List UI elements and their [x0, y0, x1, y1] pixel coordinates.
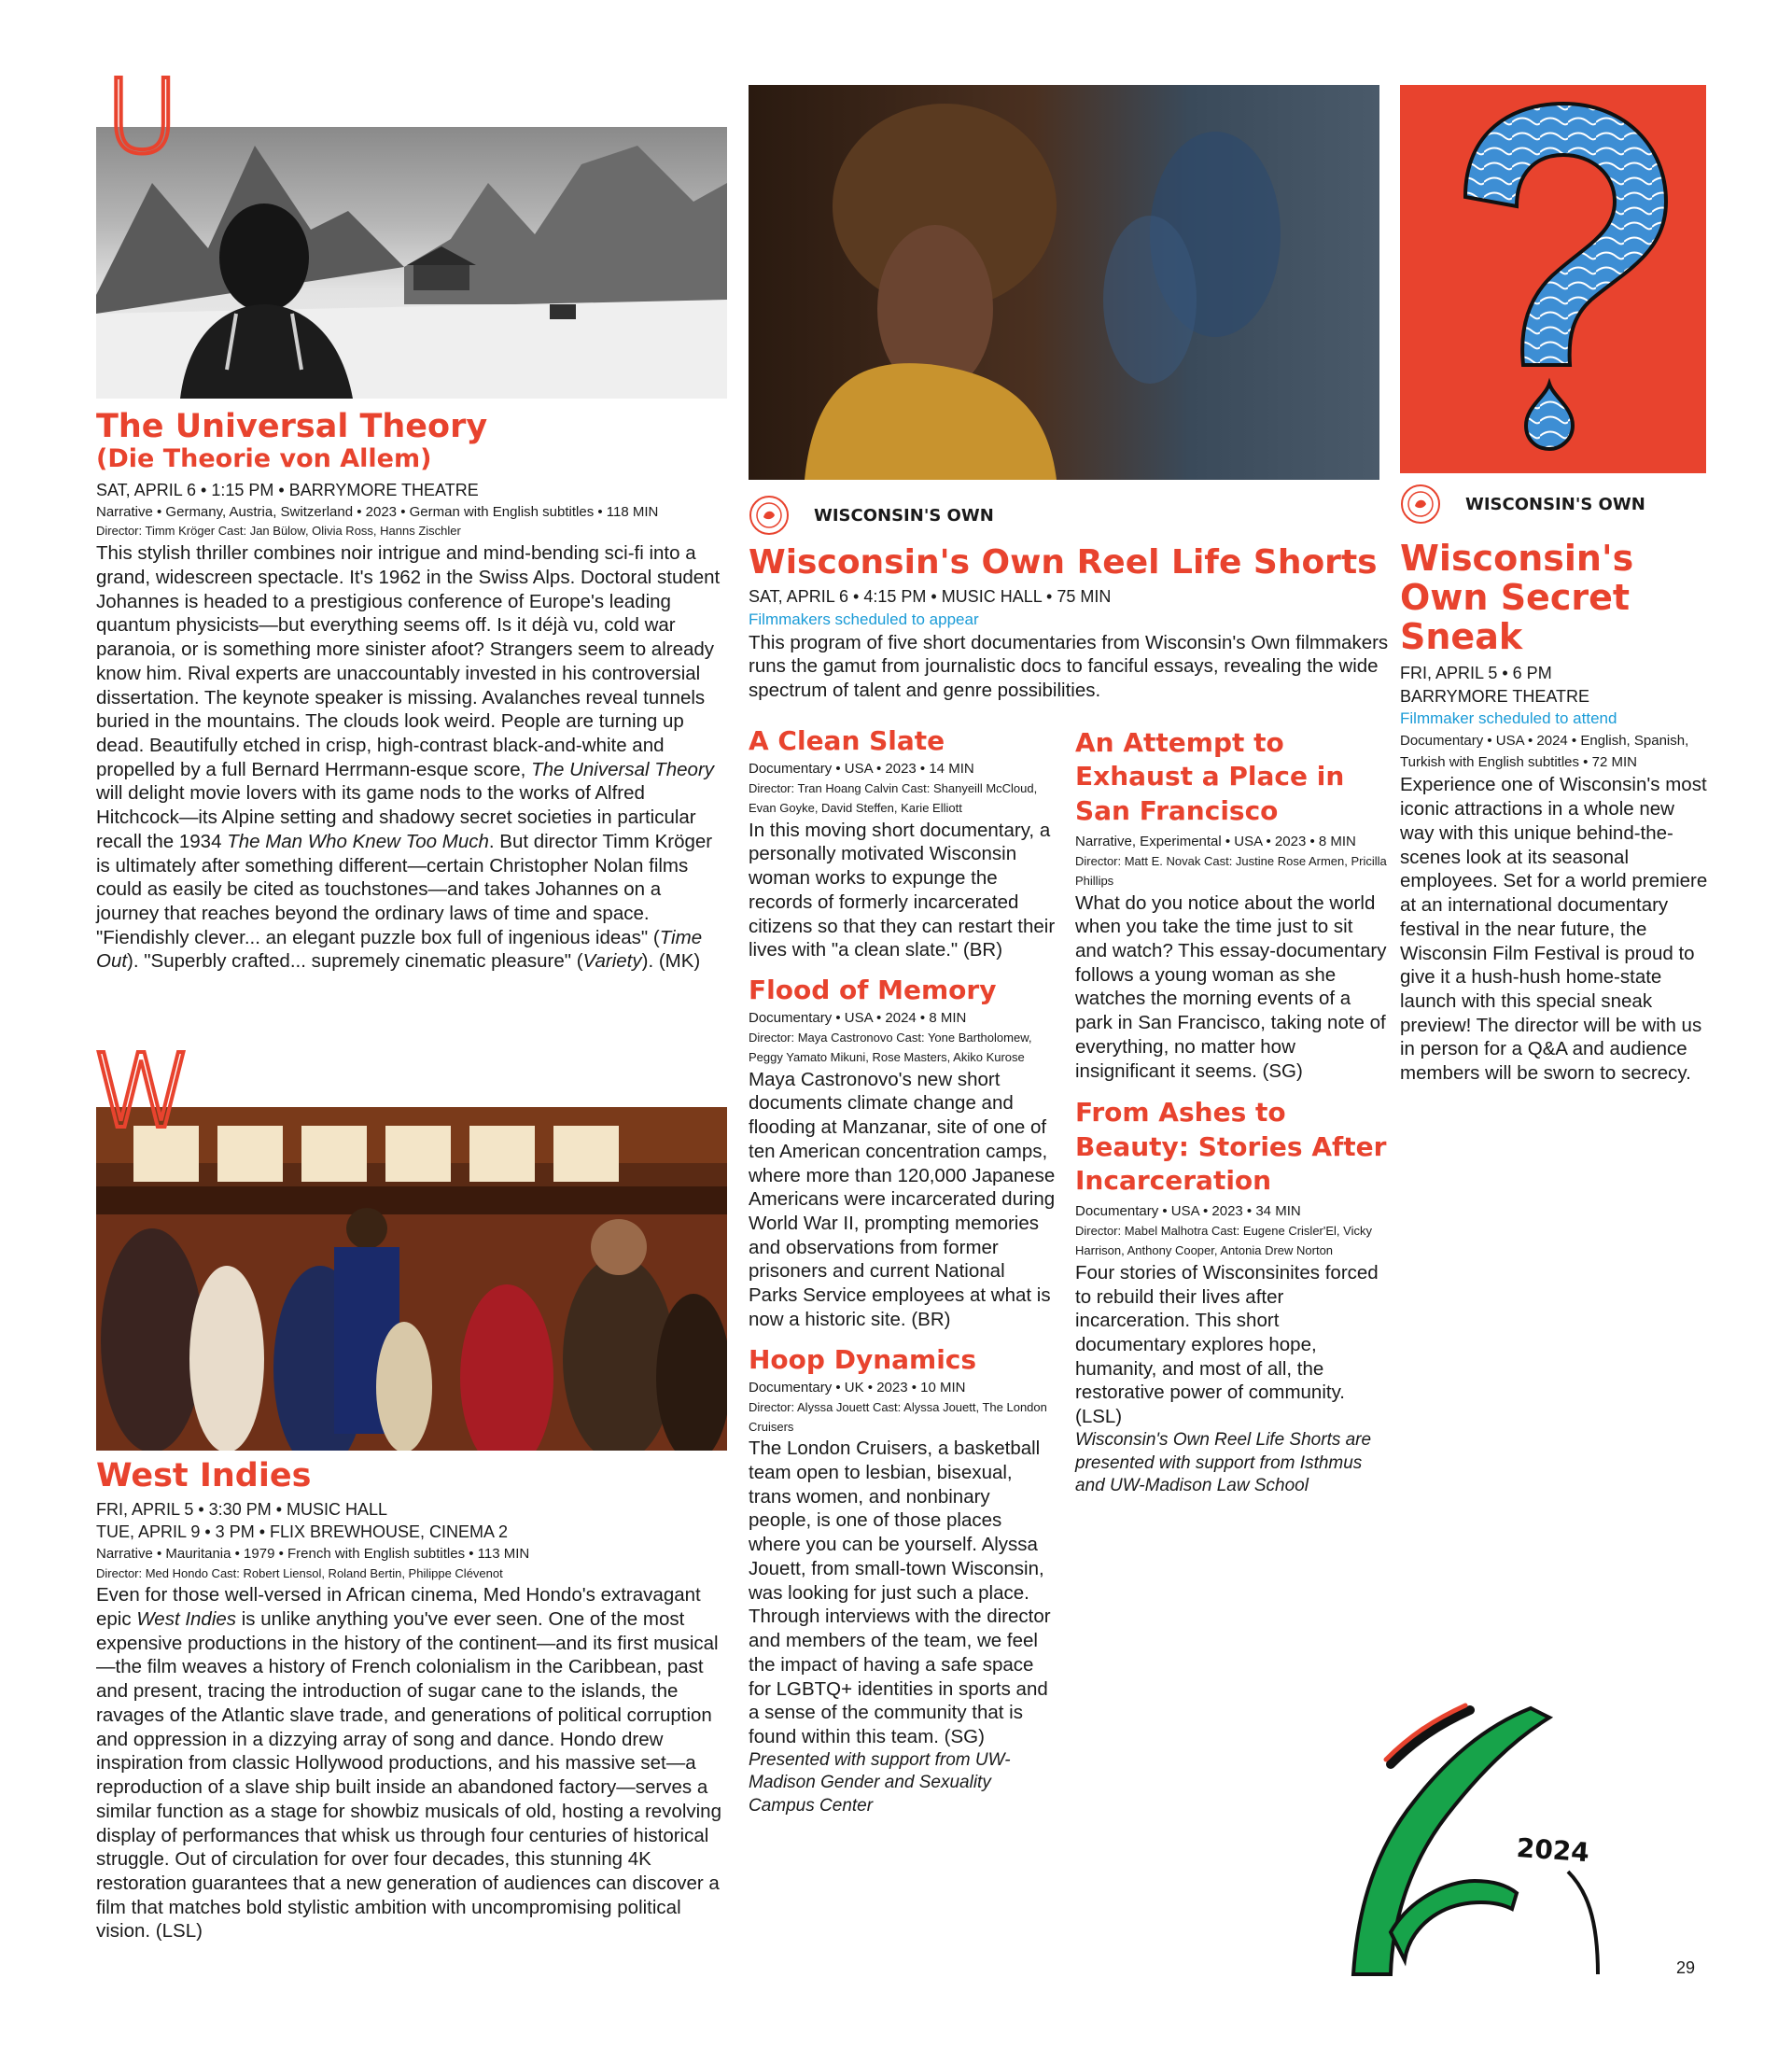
- short-film-description: Four stories of Wisconsinites forced to rebuild their lives after incarceration. This short documentary explores hope, humanity, and most of all, the restorative power of community. (LSL): [1075, 1261, 1379, 1428]
- green-arc-shape: [1391, 1881, 1517, 1960]
- west-indies-showtime-2: TUE, APRIL 9 • 3 PM • FLIX BREWHOUSE, CINEMA 2: [96, 1522, 509, 1542]
- ballroom-scene: [96, 1107, 727, 1451]
- short-film-entry: [749, 1345, 1057, 1818]
- short-film-credits: Director: Tran Hoang Calvin Cast: Shanyeill McCloud, Evan Goyke, David Steffen, Karie Elliott: [749, 781, 1038, 815]
- short-film-title: Flood of Memory: [749, 975, 997, 1006]
- wisconsins-own-badge-icon: [749, 495, 790, 536]
- short-film-entry: [749, 726, 1057, 962]
- short-film-entry: [749, 975, 1057, 1332]
- west-indies-photo: [96, 1107, 727, 1451]
- secret-sneak-description: Experience one of Wisconsin's most iconic attractions in a whole new way with this unique behind-the-scenes look at its seasonal employees. Set for a world premiere at an international documentary festival in the near future, the Wisconsin Film Festival is proud to give it a hush-hush home-state launch with this special sneak preview! The director will be with us in person for a Q&A and audience members will be sworn to secrecy.: [1400, 774, 1708, 1085]
- west-indies-credits: Director: Med Hondo Cast: Robert Liensol, Roland Bertin, Philippe Clévenot: [96, 1565, 503, 1580]
- page-number: 29: [1676, 1958, 1696, 1977]
- secret-sneak-entry: [1400, 540, 1710, 1086]
- short-film-description: What do you notice about the world when you take the time just to sit and watch? This essay-documentary follows a young woman as she watches the morning events of a park in San Francisco, taking note of everything, no matter how insignificant it seems. (SG): [1075, 891, 1387, 1082]
- short-film-info: Documentary • USA • 2023 • 14 MIN: [749, 761, 974, 778]
- short-film-credits: Director: Mabel Malhotra Cast: Eugene Crisler'El, Vicky Harrison, Anthony Cooper, Antonia Drew Norton: [1075, 1224, 1372, 1257]
- secret-badge-label: WISCONSIN'S OWN: [1465, 494, 1645, 514]
- universal-theory-title: The Universal Theory: [96, 408, 488, 445]
- short-film-support: Presented with support from UW-Madison Gender and Sexuality Campus Center: [749, 1749, 1011, 1817]
- short-film-description: In this moving short documentary, a personally motivated Wisconsin woman works to expunge the records of formerly incarcerated citizens so that they can restart their lives with "a clean slate." (BR): [749, 819, 1056, 961]
- reel-life-shorts-photo: [749, 85, 1379, 480]
- west-indies-entry: [96, 1458, 727, 1943]
- short-film-credits: Director: Alyssa Jouett Cast: Alyssa Jouett, The London Cruisers: [749, 1399, 1047, 1434]
- short-film-support: Wisconsin's Own Reel Life Shorts are presented with support from Isthmus and UW-Madison Law School: [1075, 1429, 1372, 1496]
- west-indies-description: Even for those well-versed in African cinema, Med Hondo's extravagant epic West Indies is unlike anything you've ever seen. One of the most expensive productions in the history of the continent—and its first musical—the film weaves a history of French colonialism in the Caribbean, past and present, tracing the introduction of sugar cane to the islands, the ravages of the Atlantic slave trade, and generations of political corruption and oppression in a dizzying array of song and dance. Hondo drew inspiration from classic Hollywood productions, and his massive set—a reproduction of a slave ship built inside an abandoned factory—serves a similar function as a stage for showbiz musicals of old, hosting a revolving display of performances that whisk us through four centuries of historical struggle. Out of circulation for over four decades, this stunning 4K restoration guarantees that a new generation of audiences can discover a film that matches bold stylistic ambition with uncompromising political vision. (LSL): [96, 1584, 721, 1943]
- short-film-entry: [1075, 1096, 1389, 1498]
- shorts-column-right: [1075, 721, 1389, 1511]
- short-film-info: Narrative, Experimental • USA • 2023 • 8 MIN: [1075, 834, 1356, 850]
- west-indies-title: West Indies: [96, 1457, 312, 1494]
- universal-theory-showtime: SAT, APRIL 6 • 1:15 PM • BARRYMORE THEATRE: [96, 481, 479, 500]
- reel-life-shorts-showtime: SAT, APRIL 6 • 4:15 PM • MUSIC HALL • 75 MIN: [749, 587, 1112, 607]
- shorts-column-left: [749, 721, 1057, 1831]
- short-film-title: An Attempt to Exhaust a Place in San Francisco: [1075, 727, 1345, 826]
- universal-theory-photo: [96, 127, 727, 399]
- wisconsins-own-badge-icon: [1400, 484, 1441, 525]
- logo-year: 2024: [1515, 1831, 1590, 1869]
- short-film-info: Documentary • USA • 2023 • 34 MIN: [1075, 1203, 1301, 1220]
- reel-life-shorts-header: [749, 544, 1393, 703]
- question-mark-icon: [1400, 85, 1706, 473]
- universal-theory-description: This stylish thriller combines noir intrigue and mind-bending sci-fi into a grand, widescreen spectacle. It's 1962 in the Swiss Alps. Doctoral student Johannes is headed to a prestigious conference of Europe's leading quantum physicists—but everything seems off. Is it déjà vu, cold war paranoia, or is something more sinister afoot? Strangers seem to already know him. Rival experts are unaccountably invested in his controversial dissertation. The keynote speaker is missing. Avalanches reveal tunnels buried in the mountains. The clouds look weird. People are turning up dead. Beautifully etched in crisp, high-contrast black-and-white and propelled by a full Bernard Herrmann-esque score, The Universal Theory will delight movie lovers with its game nods to the works of Alfred Hitchcock—its Alpine setting and shadowy secret societies in particular recall the 1934 The Man Who Knew Too Much. But director Timm Kröger is ultimately after something different—certain Christopher Nolan films could as easily be cited as touchstones—and takes Johannes on a journey that reaches beyond the ordinary laws of time and space. "Fiendishly clever... an elegant puzzle box full of ingenious ideas" (Time Out). "Superbly crafted... supremely cinematic pleasure" (Variety). (MK): [96, 542, 721, 973]
- secret-sneak-showtime-2: BARRYMORE THEATRE: [1400, 686, 1590, 706]
- short-film-info: Documentary • USA • 2024 • 8 MIN: [749, 1010, 967, 1027]
- reel-life-shorts-note: Filmmakers scheduled to appear: [749, 610, 979, 628]
- short-film-credits: Director: Matt E. Novak Cast: Justine Rose Armen, Pricilla Phillips: [1075, 853, 1387, 888]
- letter-w: W: [91, 1031, 193, 1151]
- secret-sneak-showtime-1: FRI, APRIL 5 • 6 PM: [1400, 664, 1552, 683]
- short-film-title: Hoop Dynamics: [749, 1343, 977, 1375]
- short-film-title: A Clean Slate: [749, 725, 945, 756]
- universal-theory-subtitle: (Die Theorie von Allem): [96, 444, 432, 474]
- secret-sneak-title: Wisconsin's Own Secret Sneak: [1400, 538, 1634, 657]
- reel-badge-label: WISCONSIN'S OWN: [814, 505, 994, 526]
- letter-u: U: [105, 57, 180, 176]
- secret-badge: [1400, 484, 1645, 525]
- west-indies-info: Narrative • Mauritania • 1979 • French with English subtitles • 113 MIN: [96, 1545, 530, 1562]
- secret-sneak-note: Filmmaker scheduled to attend: [1400, 708, 1617, 727]
- black-curve: [1568, 1872, 1598, 1974]
- woman-portrait: [749, 85, 1379, 480]
- west-indies-showtime-1: FRI, APRIL 5 • 3:30 PM • MUSIC HALL: [96, 1500, 388, 1520]
- short-film-description: The London Cruisers, a basketball team open to lesbian, bisexual, trans women, and nonbinary people, is one of those places where you can be yourself. Alyssa Jouett, from small-town Wisconsin, was looking for just such a place. Through interviews with the director and members of the team, we feel the impact of having a safe space for LGBTQ+ identities in sports and a sense of the community that is found within this team. (SG): [749, 1438, 1051, 1747]
- universal-theory-info: Narrative • Germany, Austria, Switzerland • 2023 • German with English subtitles • 118 MIN: [96, 503, 659, 520]
- short-film-entry: [1075, 726, 1389, 1083]
- short-film-info: Documentary • UK • 2023 • 10 MIN: [749, 1379, 966, 1396]
- secret-sneak-info: Documentary • USA • 2024 • English, Spanish, Turkish with English subtitles • 72 MIN: [1400, 732, 1689, 771]
- mountain-scene: [96, 127, 727, 399]
- universal-theory-entry: [96, 409, 727, 974]
- festival-logo: [1251, 1690, 1661, 1988]
- universal-theory-credits: Director: Timm Kröger Cast: Jan Bülow, Olivia Ross, Hanns Zischler: [96, 524, 461, 539]
- short-film-description: Maya Castronovo's new short documents climate change and flooding at Manzanar, site of one of ten American concentration camps, where more than 120,000 Japanese Americans were incarcerated during World War II, prompting memories and observations from former prisoners and current National Parks Service employees at what is now a historic site. (BR): [749, 1068, 1056, 1330]
- reel-life-shorts-intro: This program of five short documentaries from Wisconsin's Own filmmakers runs the gamut from journalistic docs to fanciful essays, revealing the wide spectrum of talent and genre possibilities.: [749, 631, 1389, 702]
- secret-sneak-art: [1400, 85, 1706, 473]
- short-film-title: From Ashes to Beauty: Stories After Incarceration: [1075, 1097, 1387, 1197]
- reel-badge: [749, 495, 994, 536]
- short-film-credits: Director: Maya Castronovo Cast: Yone Bartholomew, Peggy Yamato Mikuni, Rose Masters, Akiko Kurose: [749, 1031, 1032, 1064]
- reel-life-shorts-title: Wisconsin's Own Reel Life Shorts: [749, 543, 1378, 582]
